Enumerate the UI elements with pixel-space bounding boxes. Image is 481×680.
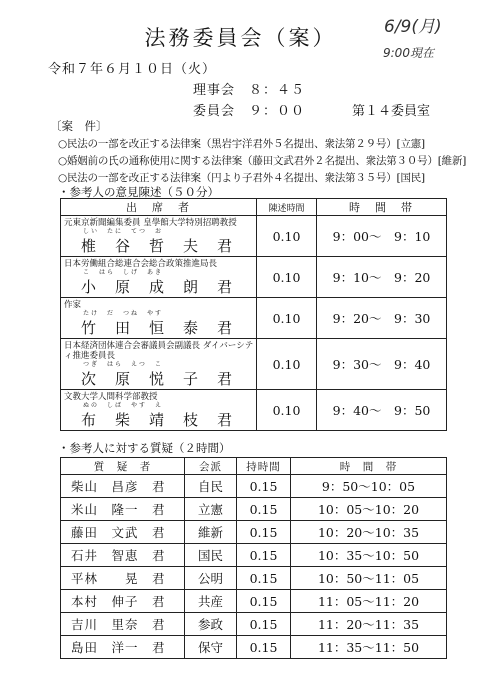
allotted-time: 0.15 <box>237 567 291 590</box>
attendee-affiliation: 元東京新聞編集委員 皇學館大学特別招聘教授 <box>64 218 237 228</box>
witness-statement-table <box>60 198 447 431</box>
party-name: 参政 <box>185 613 237 636</box>
party-name: 保守 <box>185 636 237 659</box>
table-row <box>61 339 447 390</box>
attendee-furigana: つぎ はら えつ こ <box>83 361 163 368</box>
bill-item: ○婚姻前の氏の通称使用に関する法律案（藤田文武君外２名提出、衆法第３０号）[維新] <box>58 155 467 167</box>
attendee-affiliation: 文教大学人間科学部教授 <box>64 392 158 402</box>
time-slot: 9：20～ 9：30 <box>317 298 447 339</box>
party-name: 国民 <box>185 544 237 567</box>
committee-meeting-time: 委員会 ９：００ <box>193 104 306 119</box>
attendee-furigana: ぬの しば やす え <box>83 402 164 409</box>
bill-item: ○民法の一部を改正する法律案（黒岩宇洋君外５名提出、衆法第２９号）[立憲] <box>58 138 425 150</box>
column-header: 時 間 帯 <box>291 458 447 475</box>
questioner-name: 島田 洋一 君 <box>61 636 185 659</box>
questioner-name: 米山 隆一 君 <box>61 498 185 521</box>
column-header: 時 間 帯 <box>317 199 447 216</box>
table-row <box>61 257 447 298</box>
column-header: 陳述時間 <box>257 199 317 216</box>
statement-duration: 0.10 <box>257 257 317 298</box>
time-slot: 9：50～10：05 <box>291 475 447 498</box>
questioner-name: 平林 晃 君 <box>61 567 185 590</box>
attendee-furigana: しい たに てつ お <box>83 228 164 235</box>
allotted-time: 0.15 <box>237 613 291 636</box>
table-row <box>61 475 447 498</box>
time-slot: 9：10～ 9：20 <box>317 257 447 298</box>
allotted-time: 0.15 <box>237 498 291 521</box>
table-row <box>61 613 447 636</box>
statement-duration: 0.10 <box>257 390 317 431</box>
agenda-header: 〔案 件〕 <box>50 119 108 133</box>
column-header: 持時間 <box>237 458 291 475</box>
attendee-cell <box>61 339 257 390</box>
attendee-name: 椎 谷 哲 夫 君 <box>81 237 235 255</box>
attendee-cell <box>61 257 257 298</box>
party-name: 公明 <box>185 567 237 590</box>
time-slot: 11：05～11：20 <box>291 590 447 613</box>
time-slot: 11：20～11：35 <box>291 613 447 636</box>
time-slot: 9：40～ 9：50 <box>317 390 447 431</box>
table-row <box>61 590 447 613</box>
handwritten-time: 9:00現在 <box>383 46 434 60</box>
time-slot: 10：05～10：20 <box>291 498 447 521</box>
bill-item: ○民法の一部を改正する法律案（円より子君外４名提出、衆法第３５号）[国民] <box>58 172 425 184</box>
allotted-time: 0.15 <box>237 521 291 544</box>
questioner-name: 石井 智恵 君 <box>61 544 185 567</box>
page-title: 法務委員会（案） <box>144 26 337 50</box>
column-header: 会派 <box>185 458 237 475</box>
questioner-name: 本村 伸子 君 <box>61 590 185 613</box>
questioner-name: 吉川 里奈 君 <box>61 613 185 636</box>
table-header-row <box>61 199 447 216</box>
party-name: 維新 <box>185 521 237 544</box>
column-header: 質 疑 者 <box>61 458 185 475</box>
attendee-cell <box>61 216 257 257</box>
attendee-affiliation: 日本経済団体連合会審議員会副議長 ダイバーシティ推進委員長 <box>64 341 254 361</box>
party-name: 立憲 <box>185 498 237 521</box>
table-row <box>61 498 447 521</box>
section-heading-questions: ・参考人に対する質疑（２時間） <box>58 441 231 455</box>
table-row <box>61 298 447 339</box>
time-slot: 10：35～10：50 <box>291 544 447 567</box>
table-row <box>61 544 447 567</box>
meeting-room: 第１４委員室 <box>352 104 431 119</box>
table-row <box>61 216 447 257</box>
allotted-time: 0.15 <box>237 544 291 567</box>
questioning-table <box>60 457 447 659</box>
allotted-time: 0.15 <box>237 475 291 498</box>
party-name: 共産 <box>185 590 237 613</box>
table-row <box>61 390 447 431</box>
statement-duration: 0.10 <box>257 339 317 390</box>
allotted-time: 0.15 <box>237 636 291 659</box>
attendee-cell <box>61 298 257 339</box>
time-slot: 9：30～ 9：40 <box>317 339 447 390</box>
attendee-affiliation: 作家 <box>64 300 82 310</box>
time-slot: 9：00～ 9：10 <box>317 216 447 257</box>
table-row <box>61 567 447 590</box>
attendee-name: 竹 田 恒 泰 君 <box>81 319 235 337</box>
section-heading-statements: ・参考人の意見陳述（５０分） <box>58 185 219 199</box>
column-header: 出 席 者 <box>61 199 257 216</box>
board-meeting-time: 理事会 ８：４５ <box>193 83 306 98</box>
statement-duration: 0.10 <box>257 216 317 257</box>
attendee-furigana: たけ だ つね やす <box>83 310 164 317</box>
table-header-row <box>61 458 447 475</box>
time-slot: 10：50～11：05 <box>291 567 447 590</box>
table-row <box>61 636 447 659</box>
meeting-date: 令和７年６月１０日（火） <box>48 62 217 77</box>
questioner-name: 藤田 文武 君 <box>61 521 185 544</box>
attendee-name: 小 原 成 朗 君 <box>81 278 235 296</box>
attendee-name: 次 原 悦 子 君 <box>81 370 235 388</box>
table-row <box>61 521 447 544</box>
time-slot: 10：20～10：35 <box>291 521 447 544</box>
statement-duration: 0.10 <box>257 298 317 339</box>
attendee-affiliation: 日本労働組合総連合会総合政策推進局長 <box>64 259 218 269</box>
party-name: 自民 <box>185 475 237 498</box>
allotted-time: 0.15 <box>237 590 291 613</box>
attendee-furigana: こ はら しげ あき <box>83 269 164 276</box>
time-slot: 11：35～11：50 <box>291 636 447 659</box>
questioner-name: 柴山 昌彦 君 <box>61 475 185 498</box>
handwritten-date: 6/9(月) <box>384 17 442 37</box>
attendee-name: 布 柴 靖 枝 君 <box>81 411 235 429</box>
attendee-cell <box>61 390 257 431</box>
